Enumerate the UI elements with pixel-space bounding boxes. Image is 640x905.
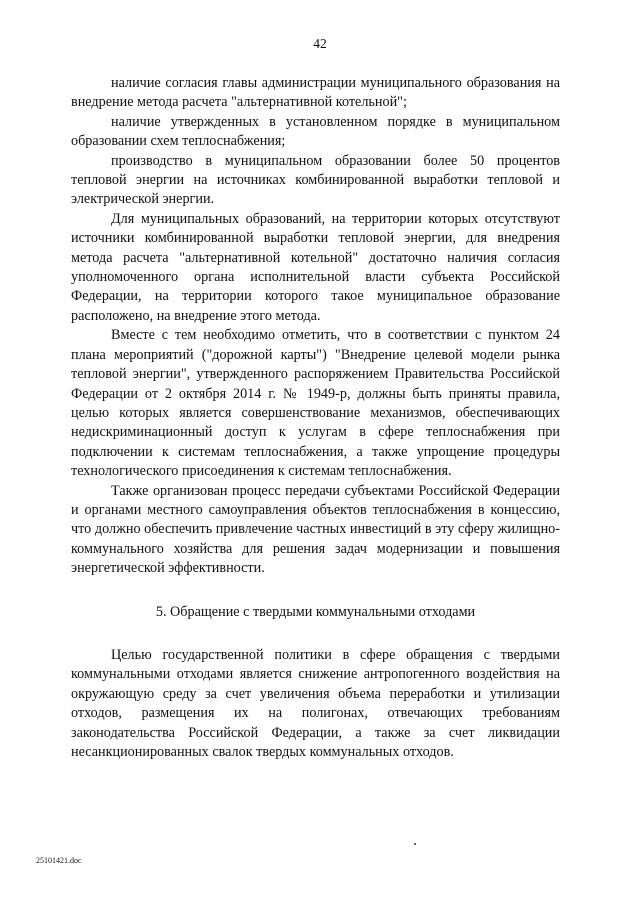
- paragraph-combined-generation: производство в муниципальном образовании более 50 процентов тепловой энергии на источниках комбинированной выработки тепловой и электрической энергии.: [71, 152, 560, 208]
- section-heading: 5. Обращение с твердыми коммунальными отходами: [155, 603, 476, 620]
- paragraph-municipalities: Для муниципальных образований, на территории которых отсутствуют источники комбинированной выработки тепловой энергии, для внедрения метода расчета "альтернативной котельной" достаточно наличия согласия уполномоченного органа исполнительной власти субъекта Российской Федерации, на территории которого такое муниципальное образование расположено, на внедрение этого метода.: [71, 210, 560, 324]
- paragraph-waste-policy: Целью государственной политики в сфере обращения с твердыми коммунальными отходами является снижение антропогенного воздействия на окружающую среду за счет увеличения объема переработки и утилизации отходов, размещения их на полигонах, отвечающих требованиям законодательства Российской Федерации, а также за счет ликвидации несанкционированных свалок твердых коммунальных отходов.: [71, 646, 560, 760]
- page-number: 42: [313, 36, 327, 51]
- paragraph-roadmap: Вместе с тем необходимо отметить, что в соответствии с пунктом 24 плана мероприятий ("дорожной карты") "Внедрение целевой модели рынка тепловой энергии", утвержденного распоряжением Правительства Российской Федерации от 2 октября 2014 г. № 1949-р, должны быть приняты правила, целью которых является совершенствование механизмов, обеспечивающих недискриминационный доступ к услугам в сфере теплоснабжения при подключении к системам теплоснабжения, а также упрощение процедуры технологического присоединения к системам теплоснабжения.: [71, 327, 560, 480]
- footer-file-code: 25101421.doc: [36, 856, 82, 865]
- paragraph-consent-head: наличие согласия главы администрации муниципального образования на внедрение метода расчета "альтернативной котельной";: [71, 75, 560, 111]
- paragraph-heat-schemes: наличие утвержденных в установленном порядке в муниципальном образовании схем теплоснабжения;: [71, 113, 560, 150]
- paragraph-concession: Также организован процесс передачи субъектами Российской Федерации и органами местного самоуправления объектов теплоснабжения в концессию, что должно обеспечить привлечение частных инвестиций в эту сферу жилищно-коммунального хозяйства для решения задач модернизации и повышения энергетической эффективности.: [71, 482, 560, 577]
- body-text: [71, 74, 560, 762]
- scan-dot: [414, 843, 416, 845]
